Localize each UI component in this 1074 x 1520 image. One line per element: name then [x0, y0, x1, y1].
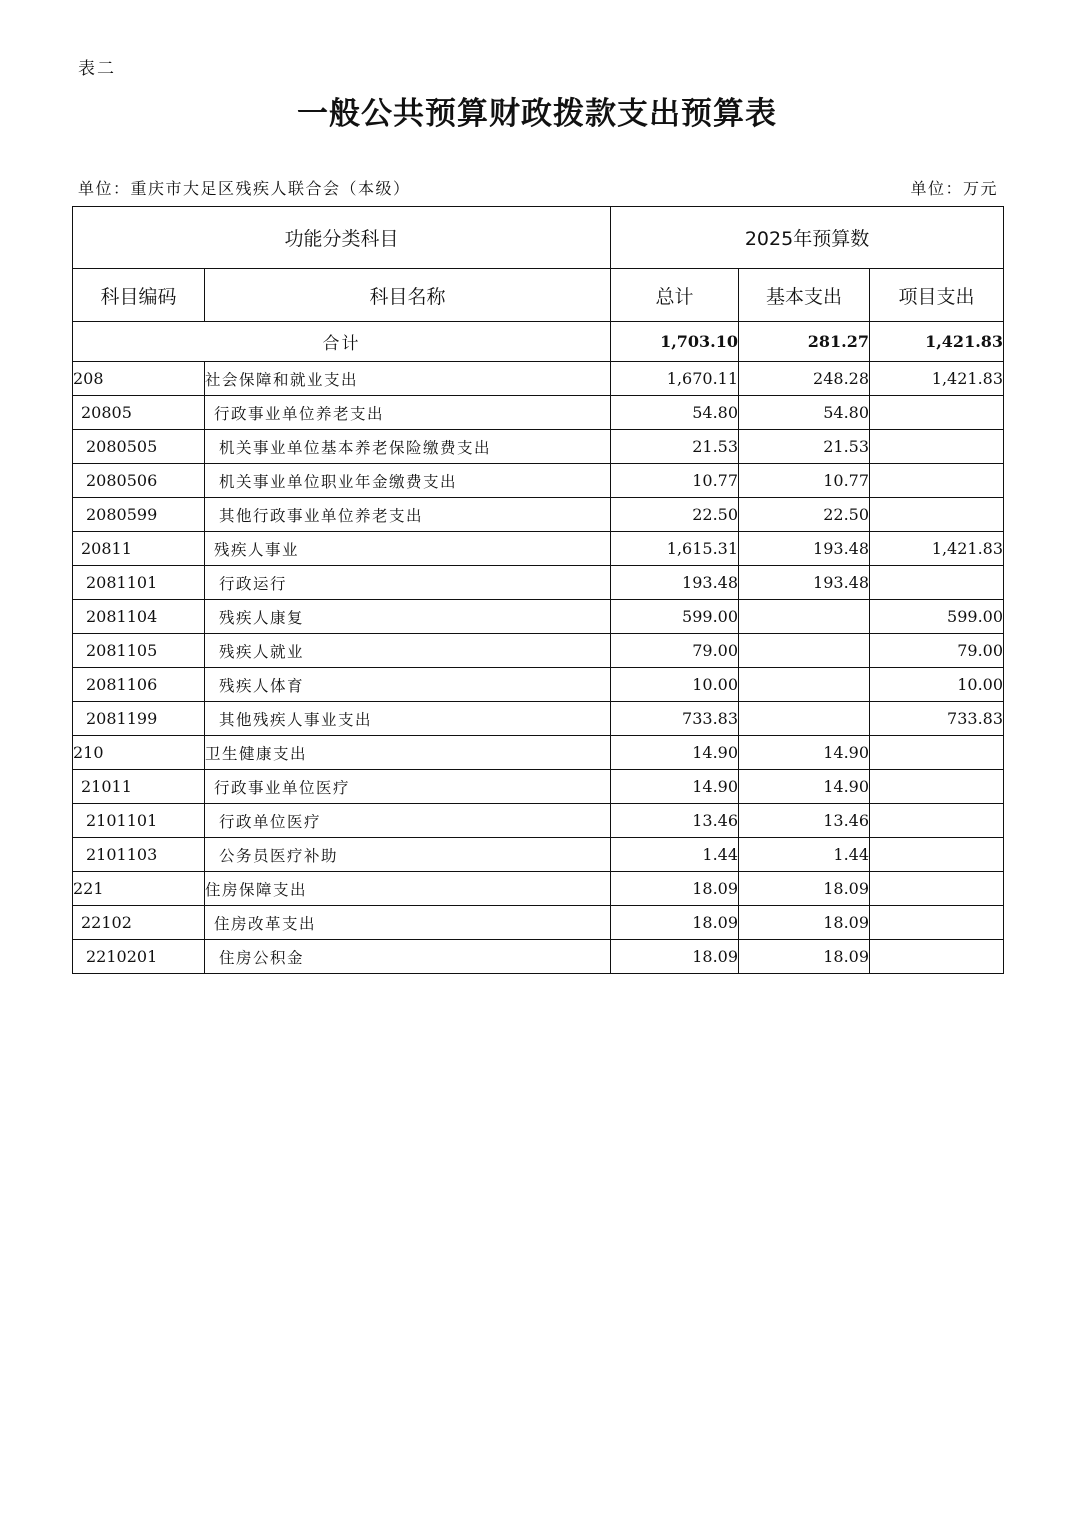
row-total: 1.44	[611, 838, 739, 872]
row-code: 20811	[73, 532, 205, 566]
row-name: 住房保障支出	[205, 872, 611, 906]
table-row	[73, 872, 1004, 906]
row-project	[870, 940, 1004, 974]
row-total: 18.09	[611, 906, 739, 940]
row-total: 10.00	[611, 668, 739, 702]
row-code: 2080505	[73, 430, 205, 464]
table-row	[73, 940, 1004, 974]
row-name: 行政运行	[205, 566, 611, 600]
row-total: 18.09	[611, 940, 739, 974]
row-total: 193.48	[611, 566, 739, 600]
row-code: 2101103	[73, 838, 205, 872]
table-row	[73, 464, 1004, 498]
row-total: 1,615.31	[611, 532, 739, 566]
table-row	[73, 702, 1004, 736]
table-row	[73, 804, 1004, 838]
row-project: 1,421.83	[870, 362, 1004, 396]
row-total: 1,670.11	[611, 362, 739, 396]
row-basic: 54.80	[739, 396, 870, 430]
row-code: 2210201	[73, 940, 205, 974]
row-name: 机关事业单位基本养老保险缴费支出	[205, 430, 611, 464]
row-name: 行政事业单位养老支出	[205, 396, 611, 430]
table-row	[73, 498, 1004, 532]
row-total: 14.90	[611, 770, 739, 804]
page-title: 一般公共预算财政拨款支出预算表	[297, 96, 777, 132]
row-name: 残疾人事业	[205, 532, 611, 566]
row-project	[870, 396, 1004, 430]
organization-unit: 单位：重庆市大足区残疾人联合会（本级）	[78, 179, 411, 198]
row-code: 2081104	[73, 600, 205, 634]
currency-unit: 单位：万元	[910, 179, 998, 198]
row-total: 14.90	[611, 736, 739, 770]
summary-label: 合计	[73, 322, 611, 362]
row-code: 22102	[73, 906, 205, 940]
row-project	[870, 838, 1004, 872]
row-code: 2081199	[73, 702, 205, 736]
row-name: 残疾人体育	[205, 668, 611, 702]
table-row	[73, 600, 1004, 634]
row-project	[870, 872, 1004, 906]
row-total: 733.83	[611, 702, 739, 736]
row-name: 机关事业单位职业年金缴费支出	[205, 464, 611, 498]
row-total: 13.46	[611, 804, 739, 838]
column-header-row	[73, 269, 1004, 322]
row-name: 残疾人就业	[205, 634, 611, 668]
row-code: 2081106	[73, 668, 205, 702]
row-code: 2081101	[73, 566, 205, 600]
row-project	[870, 736, 1004, 770]
budget-table	[72, 206, 1004, 974]
row-basic: 248.28	[739, 362, 870, 396]
row-code: 210	[73, 736, 205, 770]
row-basic	[739, 600, 870, 634]
table-row	[73, 532, 1004, 566]
summary-project: 1,421.83	[870, 322, 1004, 362]
row-basic: 22.50	[739, 498, 870, 532]
row-basic: 18.09	[739, 872, 870, 906]
row-basic: 18.09	[739, 940, 870, 974]
table-row	[73, 668, 1004, 702]
row-basic: 18.09	[739, 906, 870, 940]
table-row	[73, 566, 1004, 600]
table-row	[73, 838, 1004, 872]
row-code: 2080506	[73, 464, 205, 498]
table-row	[73, 634, 1004, 668]
table-row	[73, 396, 1004, 430]
total-column-header: 总计	[611, 269, 739, 322]
row-project	[870, 566, 1004, 600]
row-basic: 21.53	[739, 430, 870, 464]
row-name: 住房公积金	[205, 940, 611, 974]
row-name: 住房改革支出	[205, 906, 611, 940]
row-name: 社会保障和就业支出	[205, 362, 611, 396]
row-project: 10.00	[870, 668, 1004, 702]
row-code: 221	[73, 872, 205, 906]
summary-basic: 281.27	[739, 322, 870, 362]
summary-total: 1,703.10	[611, 322, 739, 362]
classification-header: 功能分类科目	[73, 207, 611, 269]
row-total: 21.53	[611, 430, 739, 464]
table-row	[73, 770, 1004, 804]
row-name: 其他残疾人事业支出	[205, 702, 611, 736]
table-row	[73, 362, 1004, 396]
row-total: 599.00	[611, 600, 739, 634]
row-total: 10.77	[611, 464, 739, 498]
code-column-header: 科目编码	[73, 269, 205, 322]
row-name: 残疾人康复	[205, 600, 611, 634]
row-project	[870, 498, 1004, 532]
row-basic: 14.90	[739, 770, 870, 804]
row-project	[870, 430, 1004, 464]
group-header-row	[73, 207, 1004, 269]
row-name: 行政单位医疗	[205, 804, 611, 838]
project-column-header: 项目支出	[870, 269, 1004, 322]
row-total: 54.80	[611, 396, 739, 430]
row-code: 2101101	[73, 804, 205, 838]
row-code: 208	[73, 362, 205, 396]
row-project	[870, 464, 1004, 498]
sheet-label: 表二	[78, 59, 116, 79]
table-row	[73, 906, 1004, 940]
row-project: 599.00	[870, 600, 1004, 634]
row-project: 79.00	[870, 634, 1004, 668]
row-basic: 1.44	[739, 838, 870, 872]
row-name: 其他行政事业单位养老支出	[205, 498, 611, 532]
row-basic: 13.46	[739, 804, 870, 838]
row-total: 18.09	[611, 872, 739, 906]
row-project	[870, 906, 1004, 940]
row-basic	[739, 668, 870, 702]
basic-column-header: 基本支出	[739, 269, 870, 322]
row-total: 22.50	[611, 498, 739, 532]
row-name: 公务员医疗补助	[205, 838, 611, 872]
table-row	[73, 736, 1004, 770]
row-code: 2080599	[73, 498, 205, 532]
row-code: 2081105	[73, 634, 205, 668]
row-basic	[739, 702, 870, 736]
row-basic: 193.48	[739, 566, 870, 600]
row-project: 1,421.83	[870, 532, 1004, 566]
row-total: 79.00	[611, 634, 739, 668]
row-name: 行政事业单位医疗	[205, 770, 611, 804]
row-basic	[739, 634, 870, 668]
row-project	[870, 804, 1004, 838]
row-name: 卫生健康支出	[205, 736, 611, 770]
row-basic: 193.48	[739, 532, 870, 566]
name-column-header: 科目名称	[205, 269, 611, 322]
row-basic: 10.77	[739, 464, 870, 498]
budget-year-header: 2025年预算数	[611, 207, 1004, 269]
summary-row	[73, 322, 1004, 362]
row-code: 21011	[73, 770, 205, 804]
row-project: 733.83	[870, 702, 1004, 736]
row-code: 20805	[73, 396, 205, 430]
row-basic: 14.90	[739, 736, 870, 770]
table-row	[73, 430, 1004, 464]
row-project	[870, 770, 1004, 804]
